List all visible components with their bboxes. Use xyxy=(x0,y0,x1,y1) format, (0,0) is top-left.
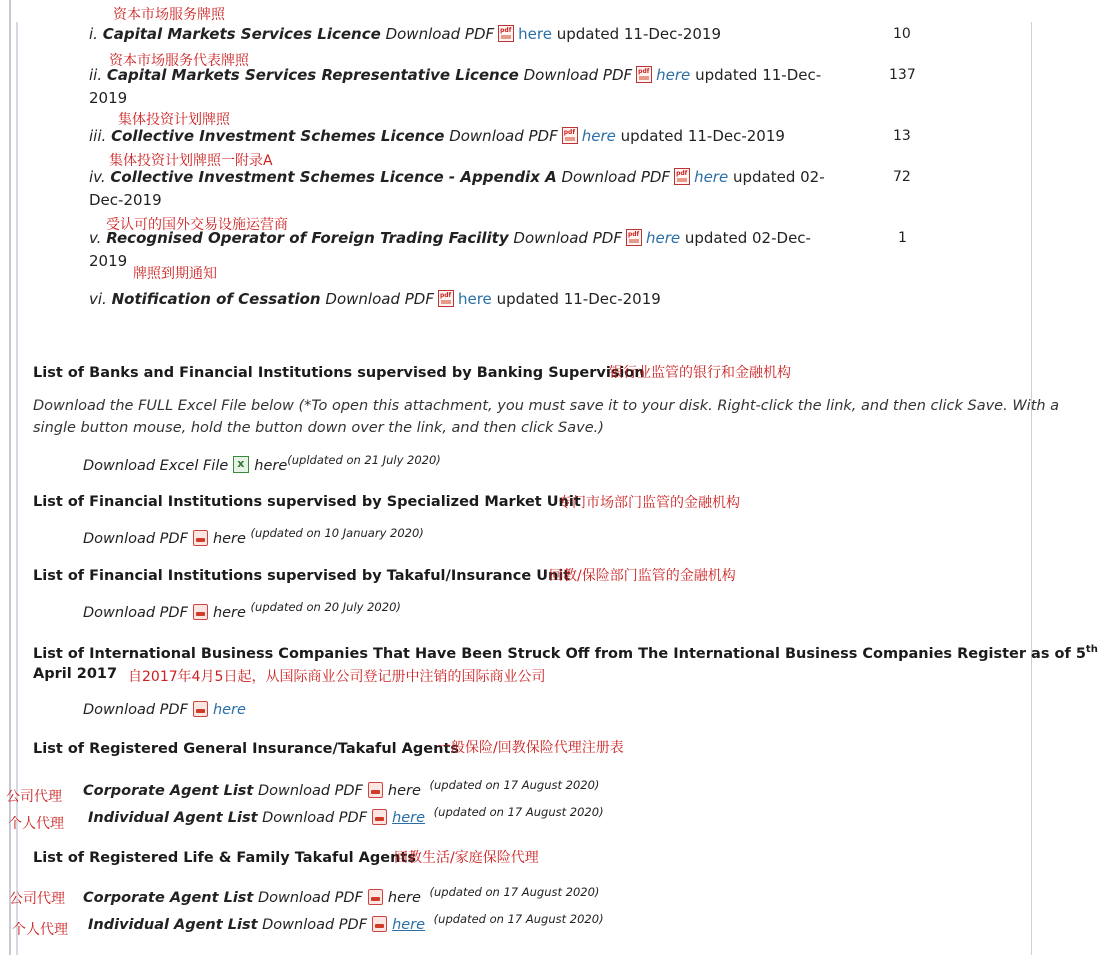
banks-download-link[interactable]: here xyxy=(254,458,288,474)
licence-number: ii. xyxy=(89,66,103,84)
takaful-heading: List of Financial Institutions supervised by Takaful/Insurance Unit xyxy=(33,568,571,584)
licence-download-link[interactable]: here xyxy=(694,168,729,186)
licence-row xyxy=(89,127,785,145)
licence-number: vi. xyxy=(89,290,107,308)
licence-count: 137 xyxy=(889,67,916,83)
pdf-icon xyxy=(636,66,652,83)
licence-row xyxy=(89,168,825,186)
licence-cn-label: 集体投资计划牌照一附录A xyxy=(109,153,273,169)
ibc-heading-sup: th xyxy=(1085,644,1098,655)
licence-count: 1 xyxy=(898,230,907,246)
licence-cn-label: 牌照到期通知 xyxy=(133,266,217,282)
life-heading: List of Registered Life & Family Takaful Agents xyxy=(33,850,416,866)
general-individual-updated: (updated on 17 August 2020) xyxy=(433,805,604,819)
download-pdf-label: Download PDF xyxy=(513,229,622,247)
general-heading: List of Registered General Insurance/Takaful Agents xyxy=(33,741,460,757)
ibc-heading-line2: April 2017 xyxy=(33,666,118,682)
general-corporate-row xyxy=(83,778,600,799)
takaful-download-link[interactable]: here xyxy=(212,605,246,621)
licence-download-link[interactable]: here xyxy=(656,66,691,84)
banks-note-line2: single button mouse, hold the button down over the link, and then click Save.) xyxy=(33,420,604,436)
general-individual-row xyxy=(88,805,604,826)
ibc-heading-line1: List of International Business Companies That Have Been Struck Off from The International Business Companies Register as of 5 xyxy=(33,645,1086,662)
ibc-download-row xyxy=(83,701,246,718)
download-pdf-label: Download PDF xyxy=(385,25,495,43)
banks-note-line1: Download the FULL Excel File below (*To open this attachment, you must save it to your disk. Right-click the link, and then click Save. With a xyxy=(33,398,1060,414)
licence-number: iv. xyxy=(89,168,106,186)
ibc-download-link[interactable]: here xyxy=(212,702,246,718)
banks-updated: (upldated on 21 July 2020) xyxy=(287,453,441,467)
smu-updated: (updated on 10 January 2020) xyxy=(250,526,424,540)
life-individual-link[interactable]: here xyxy=(392,917,426,933)
pdf-icon xyxy=(368,782,383,798)
individual-agent-list-label: Individual Agent List xyxy=(88,917,258,933)
smu-download-row xyxy=(83,526,424,547)
licence-name: Collective Investment Schemes Licence xyxy=(111,127,445,145)
left-rail xyxy=(9,0,11,955)
licence-cn-label: 受认可的国外交易设施运营商 xyxy=(106,217,288,233)
licence-download-link[interactable]: here xyxy=(518,25,552,43)
download-pdf-label: Download PDF xyxy=(262,917,368,933)
right-border xyxy=(1031,22,1032,955)
corporate-agent-cn: 公司代理 xyxy=(9,891,65,907)
pdf-icon xyxy=(193,530,208,546)
pdf-icon xyxy=(674,168,690,185)
licence-download-link[interactable]: here xyxy=(457,290,492,308)
licence-row xyxy=(89,229,811,247)
ibc-heading xyxy=(33,644,1098,662)
smu-download-link[interactable]: here xyxy=(212,531,246,547)
download-pdf-label: Download PDF xyxy=(262,810,368,826)
smu-cn-label: 专门市场部门监管的金融机构 xyxy=(558,495,740,511)
download-pdf-label: Download PDF xyxy=(561,168,671,186)
pdf-icon xyxy=(498,25,514,42)
life-corporate-updated: (updated on 17 August 2020) xyxy=(429,885,600,899)
licence-cn-label: 集体投资计划牌照 xyxy=(118,112,230,128)
general-individual-link[interactable]: here xyxy=(392,810,426,826)
licence-cn-label: 资本市场服务牌照 xyxy=(113,7,225,23)
licence-number: v. xyxy=(89,229,102,247)
banks-download-row xyxy=(83,453,441,474)
licence-row xyxy=(89,290,661,308)
licence-updated: updated 11-Dec-2019 xyxy=(556,25,721,43)
licence-name: Capital Markets Services Representative Licence xyxy=(106,66,519,84)
licence-download-link[interactable]: here xyxy=(581,127,616,145)
general-corporate-link[interactable]: here xyxy=(387,783,421,799)
download-pdf-label: Download PDF xyxy=(449,127,558,145)
pdf-icon xyxy=(368,889,383,905)
licence-name: Capital Markets Services Licence xyxy=(102,25,381,43)
takaful-cn-label: 回教/保险部门监管的金融机构 xyxy=(549,568,736,584)
licence-updated-cont: 2019 xyxy=(89,252,128,270)
download-pdf-label: Download PDF xyxy=(523,66,633,84)
general-corporate-updated: (updated on 17 August 2020) xyxy=(429,778,600,792)
licence-number: i. xyxy=(89,25,98,43)
individual-agent-list-label: Individual Agent List xyxy=(88,810,258,826)
licence-updated: updated 11-Dec-2019 xyxy=(496,290,661,308)
individual-agent-cn: 个人代理 xyxy=(8,816,64,832)
pdf-icon xyxy=(372,916,387,932)
pdf-icon xyxy=(193,604,208,620)
corporate-agent-list-label: Corporate Agent List xyxy=(83,783,254,799)
takaful-download-row xyxy=(83,600,401,621)
licence-row xyxy=(89,66,821,84)
individual-agent-cn: 个人代理 xyxy=(12,922,68,938)
licence-row xyxy=(89,25,721,43)
licence-cn-label: 资本市场服务代表牌照 xyxy=(109,53,249,69)
smu-heading: List of Financial Institutions supervised by Specialized Market Unit xyxy=(33,494,581,510)
download-excel-label: Download Excel File xyxy=(83,458,229,474)
pdf-icon xyxy=(372,809,387,825)
pdf-icon xyxy=(562,127,578,144)
excel-icon xyxy=(233,456,249,473)
download-pdf-label: Download PDF xyxy=(325,290,434,308)
licence-updated-cont: 2019 xyxy=(89,89,128,107)
corporate-agent-list-label: Corporate Agent List xyxy=(83,890,254,906)
licence-count: 72 xyxy=(893,169,911,185)
life-individual-updated: (updated on 17 August 2020) xyxy=(433,912,604,926)
banks-heading: List of Banks and Financial Institutions supervised by Banking Supervision xyxy=(33,365,645,381)
download-pdf-label: Download PDF xyxy=(83,702,188,718)
download-pdf-label: Download PDF xyxy=(257,783,363,799)
download-pdf-label: Download PDF xyxy=(83,531,188,547)
licence-number: iii. xyxy=(89,127,107,145)
pdf-icon xyxy=(438,290,454,307)
licence-download-link[interactable]: here xyxy=(645,229,681,247)
licence-name: Collective Investment Schemes Licence - Appendix A xyxy=(110,168,557,186)
life-corporate-row xyxy=(83,885,600,906)
life-individual-row xyxy=(88,912,604,933)
licence-updated: updated 11-Dec-2019 xyxy=(620,127,785,145)
life-cn-label: 回教生活/家庭保险代理 xyxy=(394,850,539,866)
download-pdf-label: Download PDF xyxy=(257,890,363,906)
licence-count: 10 xyxy=(893,26,911,42)
corporate-agent-cn: 公司代理 xyxy=(6,789,62,805)
pdf-icon xyxy=(626,229,642,246)
licence-count: 13 xyxy=(893,128,911,144)
takaful-updated: (updated on 20 July 2020) xyxy=(250,600,401,614)
pdf-icon xyxy=(193,701,208,717)
ibc-cn-label: 自2017年4月5日起，从国际商业公司登记册中注销的国际商业公司 xyxy=(128,669,546,685)
licence-updated-cont: Dec-2019 xyxy=(89,191,162,209)
general-cn-label: 一般保险/回教保险代理注册表 xyxy=(437,740,624,756)
download-pdf-label: Download PDF xyxy=(83,605,188,621)
life-corporate-link[interactable]: here xyxy=(387,890,421,906)
licence-updated: updated 02- xyxy=(732,168,825,186)
banks-cn-label: 银行业监管的银行和金融机构 xyxy=(609,365,791,381)
licence-updated: updated 11-Dec- xyxy=(695,66,822,84)
licence-name: Recognised Operator of Foreign Trading Facility xyxy=(106,229,509,247)
licence-updated: updated 02-Dec- xyxy=(684,229,811,247)
licence-name: Notification of Cessation xyxy=(111,290,321,308)
